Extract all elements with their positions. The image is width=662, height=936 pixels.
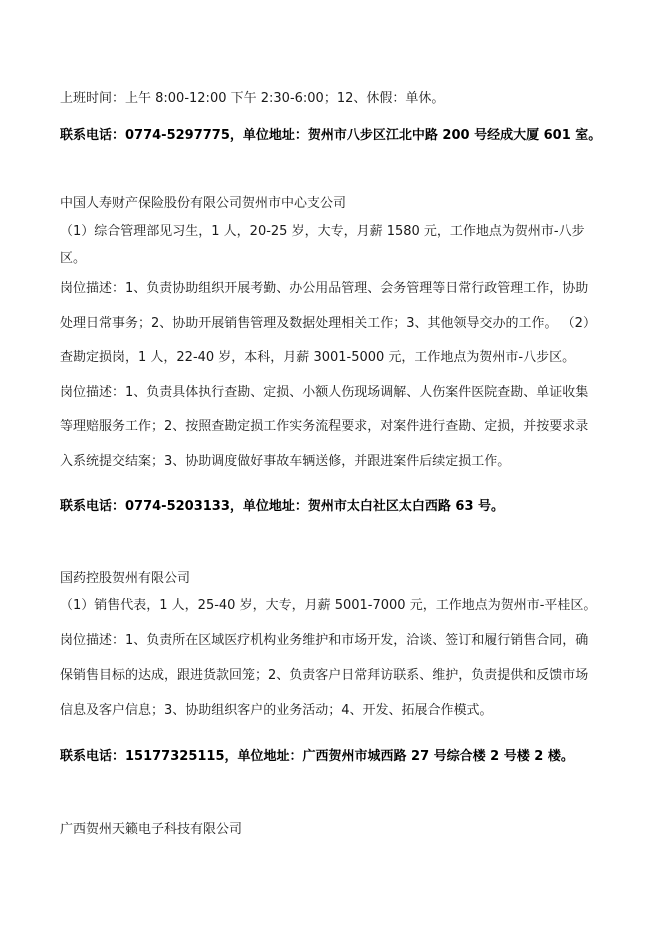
job-description-line: 信息及客户信息；3、协助组织客户的业务活动；4、开发、拓展合作模式。 [60, 703, 493, 718]
company-name: 广西贺州天籁电子科技有限公司 [60, 822, 243, 837]
job-description-line: 保销售目标的达成，跟进货款回笼；2、负责客户日常拜访联系、维护，负责提供和反馈市场 [60, 668, 589, 683]
company-name: 中国人寿财产保险股份有限公司贺州市中心支公司 [60, 196, 347, 211]
work-hours-text: 上班时间：上午 8:00-12:00 下午 2:30-6:00；12、休假：单休。 [60, 91, 445, 106]
contact-info: 联系电话：0774-5203133，单位地址：贺州市太白社区太白西路 63 号。 [60, 499, 505, 514]
job-description-line: 入系统提交结案；3、协助调度做好事故车辆送修，并跟进案件后续定损工作。 [60, 454, 511, 469]
job-description-line: 岗位描述：1、负责所在区域医疗机构业务维护和市场开发，洽谈、签订和履行销售合同，确 [60, 633, 589, 648]
company-name: 国药控股贺州有限公司 [60, 571, 191, 586]
job-description-line: 查勘定损岗，1 人，22-40 岁，本科，月薪 3001-5000 元，工作地点为贺州市-八步区。 [60, 350, 576, 365]
job-description-line: 区。 [60, 251, 87, 266]
job-description-line: （1）综合管理部见习生，1 人，20-25 岁，大专，月薪 1580 元，工作地点为贺州市-八步 [60, 224, 585, 239]
job-description-line: （1）销售代表，1 人，25-40 岁，大专，月薪 5001-7000 元，工作地点为贺州市-平桂区。 [60, 598, 597, 613]
job-description-line: 岗位描述：1、负责具体执行查勘、定损、小额人伤现场调解、人伤案件医院查勘、单证收集 [60, 385, 589, 400]
job-description-line: 等理赔服务工作；2、按照查勘定损工作实务流程要求，对案件进行查勘、定损，并按要求录 [60, 419, 589, 434]
contact-info: 联系电话：15177325115，单位地址：广西贺州市城西路 27 号综合楼 2 号楼 2 楼。 [60, 749, 574, 764]
contact-info: 联系电话：0774-5297775，单位地址：贺州市八步区江北中路 200 号经成大厦 601 室。 [60, 128, 602, 143]
job-description-line: 处理日常事务；2、协助开展销售管理及数据处理相关工作；3、其他领导交办的工作。 （2） [60, 316, 596, 331]
job-description-line: 岗位描述：1、负责协助组织开展考勤、办公用品管理、会务管理等日常行政管理工作，协助 [60, 281, 589, 296]
